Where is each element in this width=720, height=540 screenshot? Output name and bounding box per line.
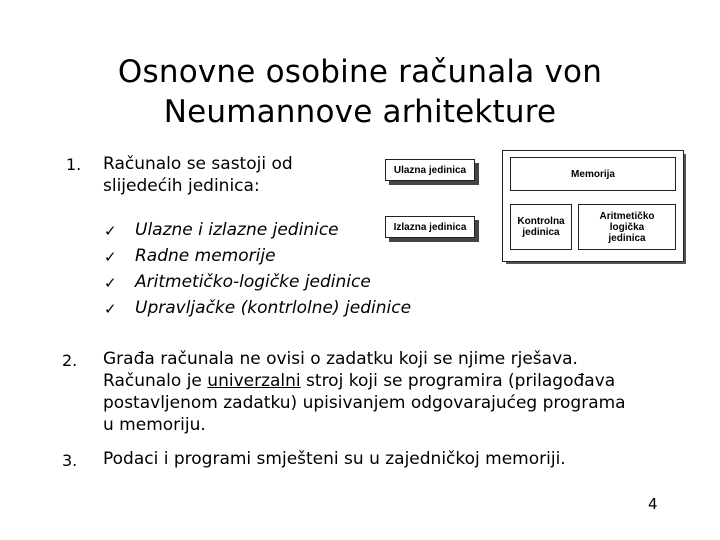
item-1-line-1: Računalo se sastoji od bbox=[103, 154, 293, 174]
alu-label-3: jedinica bbox=[608, 232, 646, 244]
item-1-line-2: slijedećih jedinica: bbox=[103, 176, 260, 196]
input-unit-box bbox=[385, 159, 475, 181]
alu-label-1: Aritmetičko bbox=[599, 210, 655, 222]
title-line-2: Neumannove arhitekture bbox=[163, 94, 557, 130]
alu-box bbox=[578, 204, 676, 250]
item-3-text: Podaci i programi smješteni su u zajedničkoj memoriji. bbox=[103, 449, 566, 469]
checkmark-icon: ✓ bbox=[104, 274, 117, 292]
checkmark-icon: ✓ bbox=[104, 222, 117, 240]
item-1-number: 1. bbox=[66, 155, 82, 174]
control-unit-label-1: Kontrolna bbox=[517, 216, 565, 227]
page-number: 4 bbox=[648, 495, 658, 513]
memory-label: Memorija bbox=[571, 168, 615, 180]
control-unit-label-2: jedinica bbox=[522, 227, 560, 238]
item-2-line-2 bbox=[103, 370, 626, 392]
output-unit-box bbox=[385, 216, 475, 238]
bullet-item: Aritmetičko-logičke jedinice bbox=[135, 272, 371, 292]
item-2-line-2-pre: Računalo je bbox=[103, 371, 208, 391]
bullet-item: Radne memorije bbox=[135, 246, 276, 266]
item-1-text bbox=[103, 153, 293, 197]
bullet-item: Upravljačke (kontrlolne) jedinice bbox=[135, 298, 412, 318]
item-2-number: 2. bbox=[62, 351, 78, 370]
item-3-number: 3. bbox=[62, 451, 78, 470]
control-unit-box bbox=[510, 204, 572, 250]
memory-box bbox=[510, 157, 676, 191]
item-2-line-3: postavljenom zadatku) upisivanjem odgovarajućeg programa bbox=[103, 393, 626, 413]
item-2-line-2-post: stroj koji se programira (prilagođava bbox=[300, 371, 616, 391]
checkmark-icon: ✓ bbox=[104, 300, 117, 318]
output-unit-label: Izlazna jedinica bbox=[393, 221, 467, 233]
input-unit-label: Ulazna jedinica bbox=[393, 164, 467, 176]
alu-label-2: logička bbox=[609, 221, 645, 233]
item-2-line-1: Građa računala ne ovisi o zadatku koji se njime rješava. bbox=[103, 349, 578, 369]
underlined-word: univerzalni bbox=[207, 371, 301, 391]
slide-title bbox=[60, 52, 660, 132]
item-2-text bbox=[103, 348, 626, 436]
checkmark-icon: ✓ bbox=[104, 248, 117, 266]
bullet-item: Ulazne i izlazne jedinice bbox=[135, 220, 339, 240]
title-line-1: Osnovne osobine računala von bbox=[117, 54, 603, 90]
item-2-line-4: u memoriju. bbox=[103, 415, 206, 435]
